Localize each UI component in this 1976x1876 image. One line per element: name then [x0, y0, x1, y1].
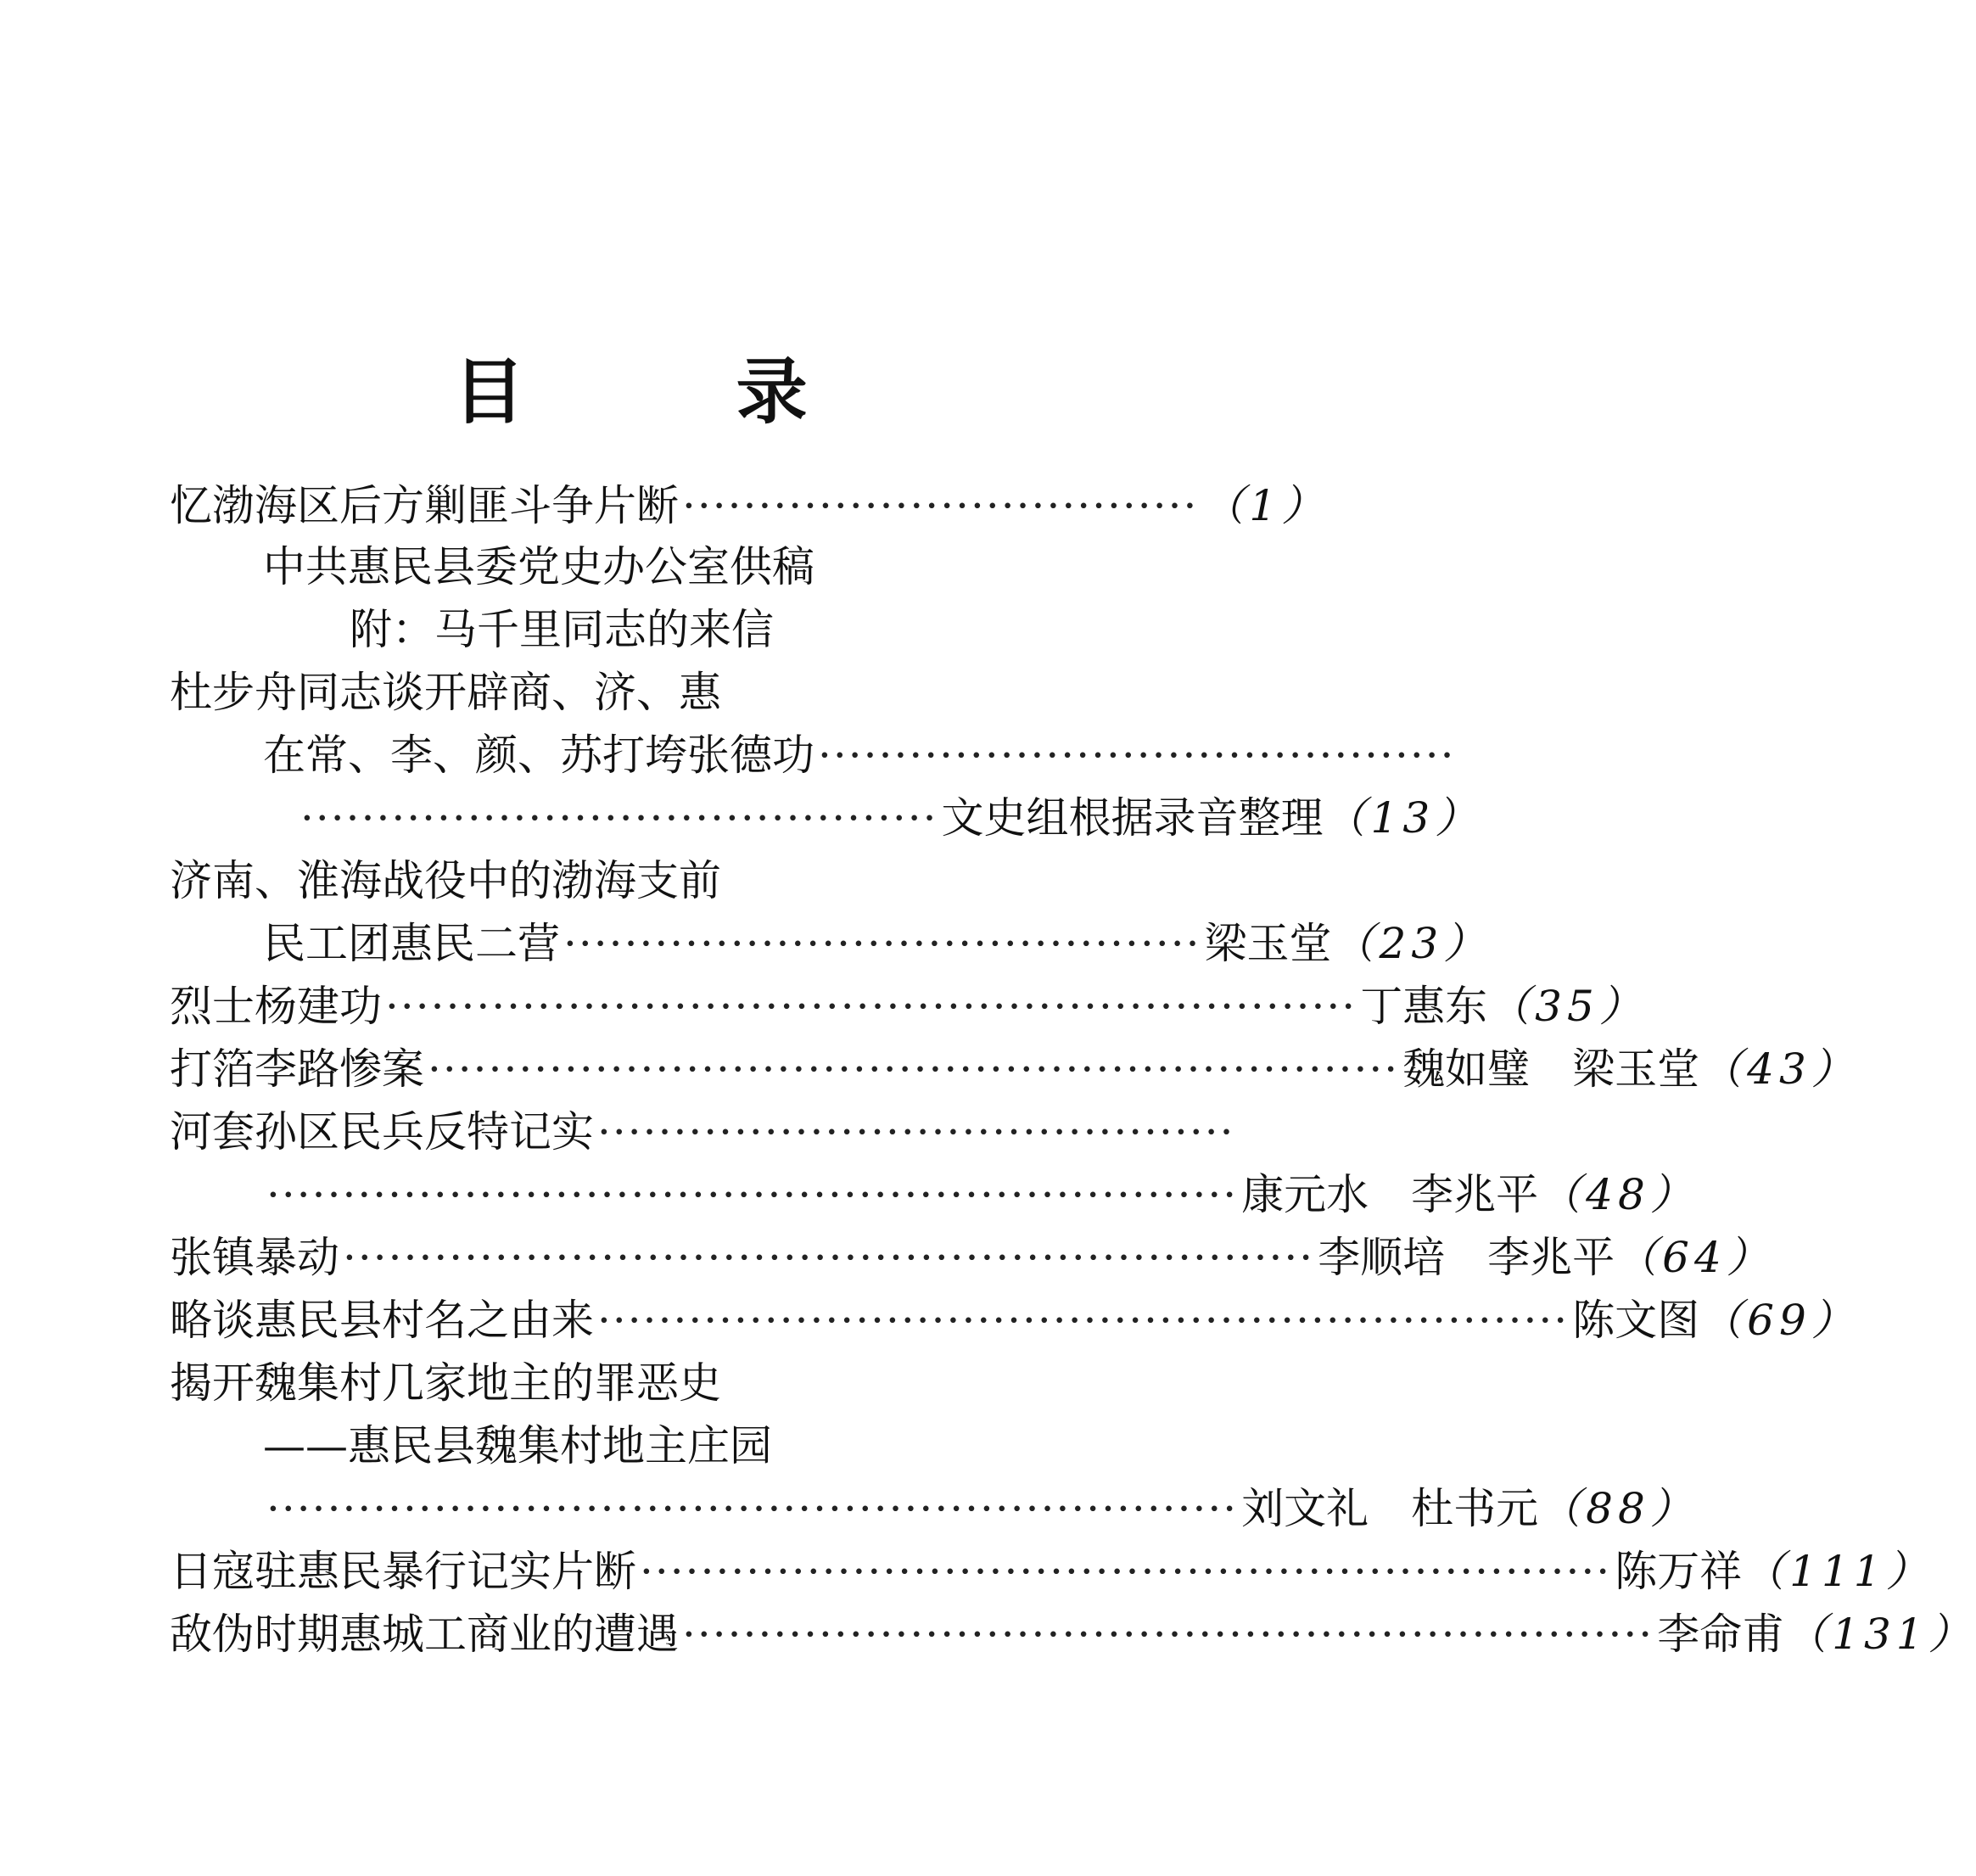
- toc-entry[interactable]: [170, 1227, 1774, 1288]
- entry-author: 陈万祥: [1615, 1547, 1743, 1596]
- toc-entry-continued: [263, 725, 1456, 786]
- page-number: （111）: [1742, 1547, 1934, 1596]
- page-number: （13）: [1323, 793, 1483, 843]
- leader-dots: ································································: [343, 1233, 1315, 1282]
- leader-dots: ································································: [682, 1610, 1654, 1659]
- entry-author: 丁惠东: [1360, 982, 1488, 1031]
- entry-title: 日寇驻惠民暴行记实片断: [170, 1547, 636, 1596]
- leader-dots: ································································: [266, 1484, 1239, 1533]
- toc-entry-source: [263, 536, 814, 597]
- entry-appendix: 附：马千里同志的来信: [350, 605, 774, 654]
- toc-entry[interactable]: [170, 1101, 1235, 1162]
- entry-title: 打箔李路惨案: [170, 1044, 424, 1094]
- toc-entry[interactable]: [170, 662, 721, 723]
- toc-entry[interactable]: [170, 1352, 721, 1414]
- entry-title: 杜步舟同志谈开辟商、济、惠: [170, 668, 721, 717]
- leader-dots: ··········································: [300, 793, 938, 843]
- entry-source: 中共惠民县委党史办公室供稿: [263, 542, 814, 591]
- toc-entry[interactable]: [170, 1604, 1976, 1665]
- page-number: （23）: [1331, 919, 1492, 968]
- entry-author: 陈文图: [1572, 1296, 1700, 1345]
- toc-entry-continued: [297, 787, 1483, 848]
- entry-title: 忆渤海区后方剿匪斗争片断: [170, 481, 679, 530]
- leader-dots: ································································: [385, 982, 1357, 1031]
- entry-author: 文史组根据录音整理: [941, 793, 1324, 843]
- entry-author: 魏如璧 梁玉堂: [1402, 1044, 1700, 1094]
- entry-title: 略谈惠民县村名之由来: [170, 1296, 594, 1345]
- entry-author: 李命甫: [1657, 1610, 1785, 1659]
- toc-entry-continued: [263, 1478, 1698, 1539]
- toc-entry[interactable]: [170, 475, 1329, 536]
- page-number: （48）: [1538, 1170, 1698, 1219]
- page-number: （69）: [1699, 1296, 1859, 1345]
- page-number: （35）: [1487, 982, 1647, 1031]
- page-number: （64）: [1615, 1233, 1774, 1282]
- toc-entry[interactable]: [170, 1541, 1934, 1602]
- leader-dots: ··········································: [563, 919, 1201, 968]
- entry-title: 张镇暴动: [170, 1233, 339, 1282]
- toc-entry[interactable]: [170, 1039, 1859, 1100]
- page-number: （88）: [1538, 1484, 1698, 1533]
- entry-author: 梁玉堂: [1204, 919, 1332, 968]
- entry-subtitle: ——惠民县魏集村地主庄园: [263, 1421, 772, 1470]
- entry-title-cont: 民工团惠民二营: [263, 919, 560, 968]
- page-title: 目 录: [453, 350, 901, 434]
- entry-title: 河套孙区民兵反特记实: [170, 1107, 594, 1156]
- entry-title: 烈士杨建功: [170, 982, 382, 1031]
- toc-entry-continued: [263, 1164, 1698, 1225]
- toc-entry-subtitle: [263, 1415, 772, 1476]
- entry-title: 敌伪时期惠城工商业的遭遇: [170, 1610, 679, 1659]
- leader-dots: ································································: [597, 1296, 1570, 1345]
- leader-dots: ································································: [266, 1170, 1239, 1219]
- entry-title-cont: 在常、李、颜、苏打垮张德功: [263, 731, 814, 780]
- leader-dots: ··········································: [818, 731, 1456, 780]
- page-number: （43）: [1699, 1044, 1859, 1094]
- entry-title: 济南、淮海战役中的渤海支前: [170, 856, 721, 905]
- page-number: （1）: [1201, 481, 1329, 530]
- toc-entry[interactable]: [170, 1290, 1859, 1351]
- page-number: （131）: [1784, 1610, 1976, 1659]
- entry-author: 刘文礼 杜书元: [1241, 1484, 1539, 1533]
- toc-entry[interactable]: [170, 976, 1647, 1037]
- toc-entry-appendix[interactable]: [350, 599, 774, 660]
- leader-dots: ································································: [640, 1547, 1612, 1596]
- toc-entry[interactable]: [170, 850, 721, 911]
- leader-dots: ··································: [682, 481, 1199, 530]
- toc-entry-continued: [263, 913, 1492, 974]
- entry-author: 康元水 李兆平: [1241, 1170, 1539, 1219]
- leader-dots: ··········································: [597, 1107, 1235, 1156]
- leader-dots: ································································: [428, 1044, 1400, 1094]
- entry-title: 揭开魏集村几家地主的罪恶史: [170, 1358, 721, 1408]
- entry-author: 李顺培 李兆平: [1318, 1233, 1615, 1282]
